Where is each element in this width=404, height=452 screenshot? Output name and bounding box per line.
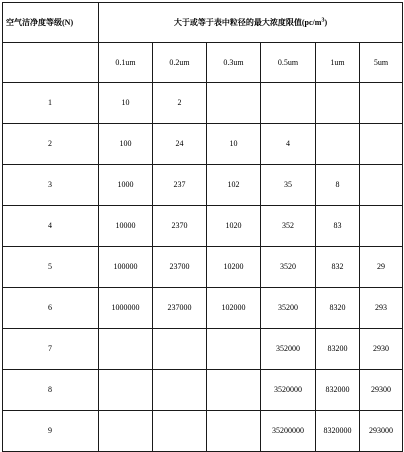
size-header: 0.1um: [99, 43, 153, 83]
grade-cell: 7: [3, 329, 99, 370]
grade-cell: 4: [3, 206, 99, 247]
particle-size-row: [3, 43, 403, 83]
grade-cell: 3: [3, 165, 99, 206]
concentration-cell: 4: [261, 124, 316, 165]
grade-cell: 9: [3, 411, 99, 452]
concentration-cell: 237000: [153, 288, 207, 329]
concentration-cell: [207, 411, 261, 452]
size-header: 0.5um: [261, 43, 316, 83]
concentration-cell: 1000: [99, 165, 153, 206]
concentration-cell: 100000: [99, 247, 153, 288]
concentration-cell: [153, 370, 207, 411]
concentration-cell: 102000: [207, 288, 261, 329]
table-row: [3, 288, 403, 329]
grade-cell: 8: [3, 370, 99, 411]
concentration-cell: 23700: [153, 247, 207, 288]
concentration-cell: [99, 411, 153, 452]
concentration-cell: 237: [153, 165, 207, 206]
concentration-cell: [153, 411, 207, 452]
title-text: 大于或等于表中粒径的最大浓度限值(pc/m: [173, 17, 322, 27]
title-close: ): [324, 17, 328, 27]
concentration-cell: 352000: [261, 329, 316, 370]
concentration-cell: 293000: [360, 411, 403, 452]
concentration-cell: [207, 83, 261, 124]
concentration-cell: 35: [261, 165, 316, 206]
concentration-cell: 8320000: [316, 411, 360, 452]
concentration-cell: 1020: [207, 206, 261, 247]
table-row: [3, 370, 403, 411]
table-row: [3, 83, 403, 124]
concentration-cell: [360, 165, 403, 206]
concentration-cell: [153, 329, 207, 370]
concentration-cell: 293: [360, 288, 403, 329]
concentration-cell: 2: [153, 83, 207, 124]
header-row: [3, 3, 403, 43]
concentration-cell: 2930: [360, 329, 403, 370]
concentration-limit-title: [99, 3, 403, 43]
table-body: [3, 83, 403, 452]
grade-cell: 2: [3, 124, 99, 165]
concentration-cell: 3520: [261, 247, 316, 288]
grade-column-header: 空气洁净度等级(N): [3, 3, 99, 43]
table-row: [3, 165, 403, 206]
size-header: 1um: [316, 43, 360, 83]
concentration-cell: 8320: [316, 288, 360, 329]
grade-cell: 5: [3, 247, 99, 288]
concentration-cell: 35200: [261, 288, 316, 329]
concentration-cell: [360, 206, 403, 247]
concentration-cell: [316, 124, 360, 165]
concentration-cell: 29: [360, 247, 403, 288]
grade-header-empty: [3, 43, 99, 83]
concentration-cell: [360, 83, 403, 124]
concentration-cell: 1000000: [99, 288, 153, 329]
table-row: [3, 206, 403, 247]
size-header: 0.2um: [153, 43, 207, 83]
table-row: [3, 124, 403, 165]
concentration-cell: 2370: [153, 206, 207, 247]
concentration-cell: 10: [207, 124, 261, 165]
concentration-cell: 8: [316, 165, 360, 206]
table-row: [3, 411, 403, 452]
concentration-cell: 352: [261, 206, 316, 247]
concentration-cell: 29300: [360, 370, 403, 411]
concentration-cell: [99, 329, 153, 370]
concentration-cell: 10000: [99, 206, 153, 247]
table-row: [3, 247, 403, 288]
cleanliness-grade-table: [2, 2, 403, 452]
size-header: 0.3um: [207, 43, 261, 83]
concentration-cell: 832: [316, 247, 360, 288]
concentration-cell: [261, 83, 316, 124]
grade-cell: 6: [3, 288, 99, 329]
concentration-cell: [207, 370, 261, 411]
table-row: [3, 329, 403, 370]
concentration-cell: 102: [207, 165, 261, 206]
concentration-cell: 83200: [316, 329, 360, 370]
concentration-cell: 35200000: [261, 411, 316, 452]
concentration-cell: [316, 83, 360, 124]
concentration-cell: 24: [153, 124, 207, 165]
concentration-cell: 10: [99, 83, 153, 124]
title-superscript: 3: [321, 16, 325, 23]
concentration-cell: [360, 124, 403, 165]
concentration-cell: [207, 329, 261, 370]
concentration-cell: 832000: [316, 370, 360, 411]
grade-cell: 1: [3, 83, 99, 124]
concentration-cell: 100: [99, 124, 153, 165]
size-header: 5um: [360, 43, 403, 83]
concentration-cell: 3520000: [261, 370, 316, 411]
concentration-cell: 10200: [207, 247, 261, 288]
concentration-cell: [99, 370, 153, 411]
concentration-cell: 83: [316, 206, 360, 247]
